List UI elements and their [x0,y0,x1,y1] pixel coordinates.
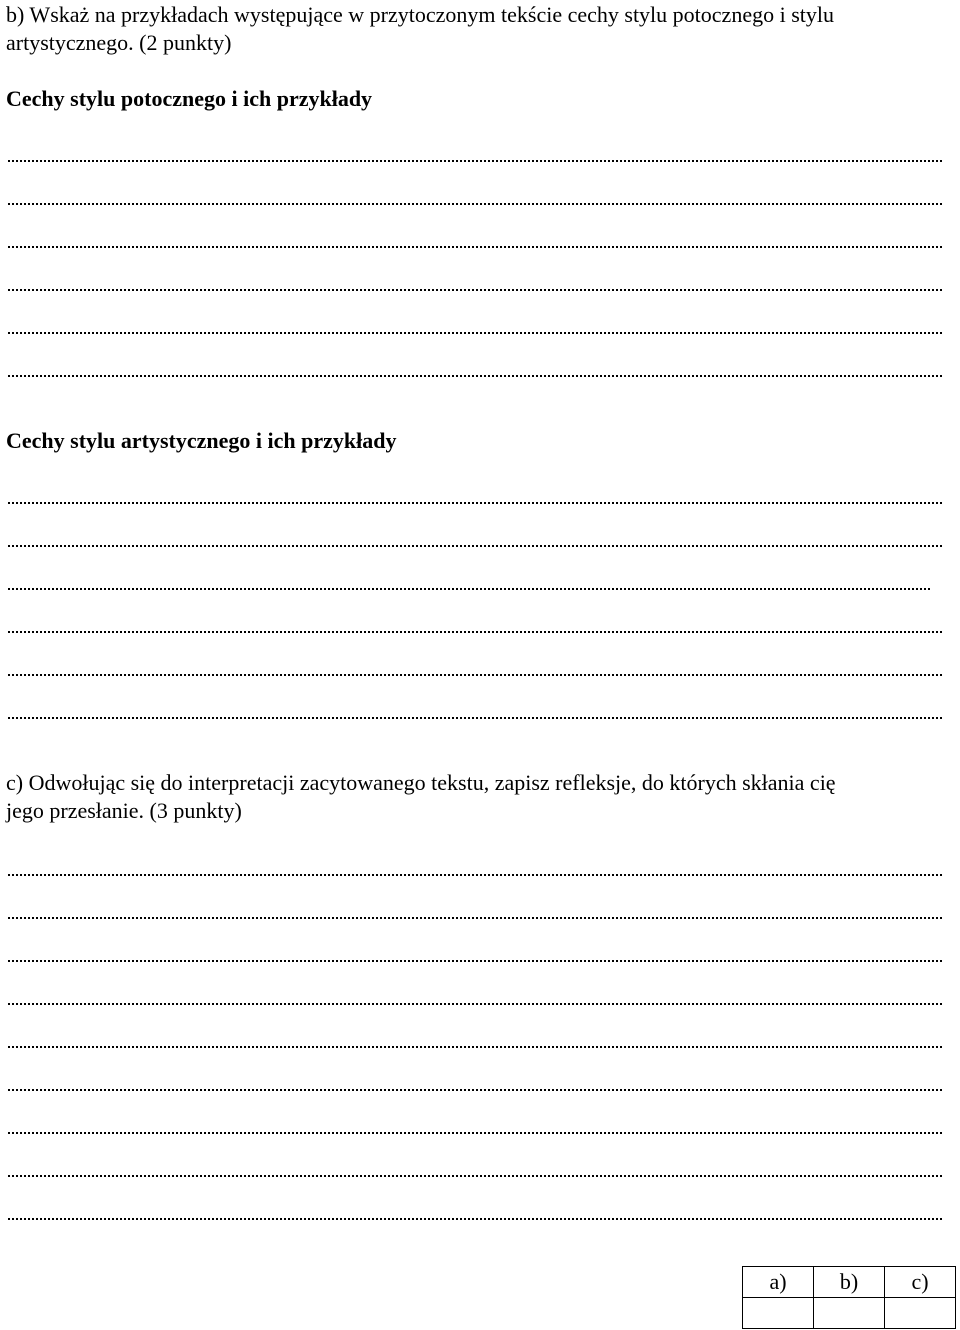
answer-line[interactable] [8,238,942,248]
score-table-entry-row [743,1298,956,1329]
answer-line[interactable] [8,1167,942,1177]
answer-line[interactable] [8,1081,942,1091]
answer-line[interactable] [8,1124,942,1134]
answer-line[interactable] [8,580,930,590]
answer-line[interactable] [8,494,942,504]
answer-line[interactable] [8,195,942,205]
task-b-instruction-line2: artystycznego. (2 punkty) [6,30,232,55]
task-b-instruction-line1: b) Wskaż na przykładach występujące w przytoczonym tekście cechy stylu potocznego i stylu [6,2,834,27]
answer-line[interactable] [8,866,942,876]
task-c-instruction-line1: c) Odwołując się do interpretacji zacytowanego tekstu, zapisz refleksje, do których skłania cię [6,770,836,795]
answer-line[interactable] [8,623,942,633]
answer-line[interactable] [8,1038,942,1048]
score-cell-a[interactable] [743,1298,814,1329]
answer-line[interactable] [8,367,942,377]
score-cell-c[interactable] [885,1298,956,1329]
answer-line[interactable] [8,1210,942,1220]
answer-line[interactable] [8,152,942,162]
answer-line[interactable] [8,281,942,291]
artystyczny-heading: Cechy stylu artystycznego i ich przykłady [6,428,397,453]
answer-line[interactable] [8,537,942,547]
task-c-instruction-line2: jego przesłanie. (3 punkty) [6,798,242,823]
answer-line[interactable] [8,952,942,962]
answer-line[interactable] [8,995,942,1005]
score-cell-b[interactable] [814,1298,885,1329]
answer-line[interactable] [8,666,942,676]
answer-line[interactable] [8,709,942,719]
score-header-a: a) [743,1267,814,1298]
score-table-header-row [743,1267,956,1298]
score-header-c: c) [885,1267,956,1298]
potoczny-heading: Cechy stylu potocznego i ich przykłady [6,86,373,111]
answer-line[interactable] [8,324,942,334]
score-header-b: b) [814,1267,885,1298]
score-table [742,1266,956,1329]
answer-line[interactable] [8,909,942,919]
